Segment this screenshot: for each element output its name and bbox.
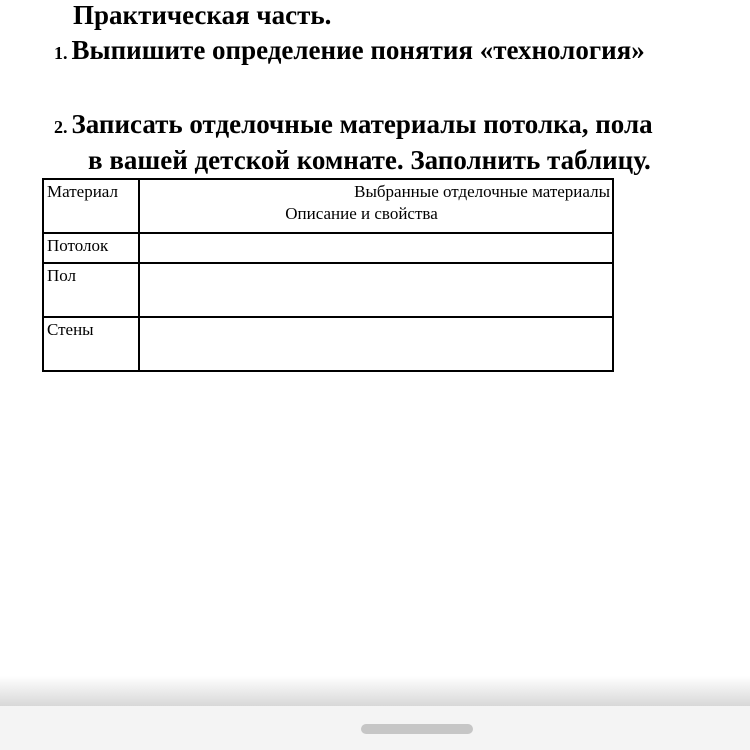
task-2-line2: в вашей детской комнате. Заполнить таблицу.	[88, 145, 651, 175]
task-1-number: 1.	[54, 43, 68, 63]
table-row	[43, 233, 613, 263]
row-label-walls: Стены	[43, 317, 139, 371]
header-description	[139, 179, 613, 233]
header-material: Материал	[43, 179, 139, 233]
task-1-text: Выпишите определение понятия «технология»	[71, 35, 645, 65]
table-row	[43, 263, 613, 317]
page-heading: Практическая часть.	[73, 0, 332, 30]
table-header-row	[43, 179, 613, 233]
row-value-floor[interactable]	[139, 263, 613, 317]
task-1	[54, 34, 645, 69]
row-label-ceiling: Потолок	[43, 233, 139, 263]
table-row	[43, 317, 613, 371]
task-2-text-line1: Записать отделочные материалы потолка, пола	[71, 109, 653, 139]
row-value-ceiling[interactable]	[139, 233, 613, 263]
row-value-walls[interactable]	[139, 317, 613, 371]
task-2	[54, 108, 653, 143]
header-description-line2: Описание и свойства	[285, 204, 438, 223]
materials-table	[42, 178, 614, 372]
bottom-shadow	[0, 676, 750, 706]
task-2-number: 2.	[54, 117, 68, 137]
row-label-floor: Пол	[43, 263, 139, 317]
home-indicator[interactable]	[361, 724, 473, 734]
header-description-line1: Выбранные отделочные материалы	[354, 182, 610, 201]
